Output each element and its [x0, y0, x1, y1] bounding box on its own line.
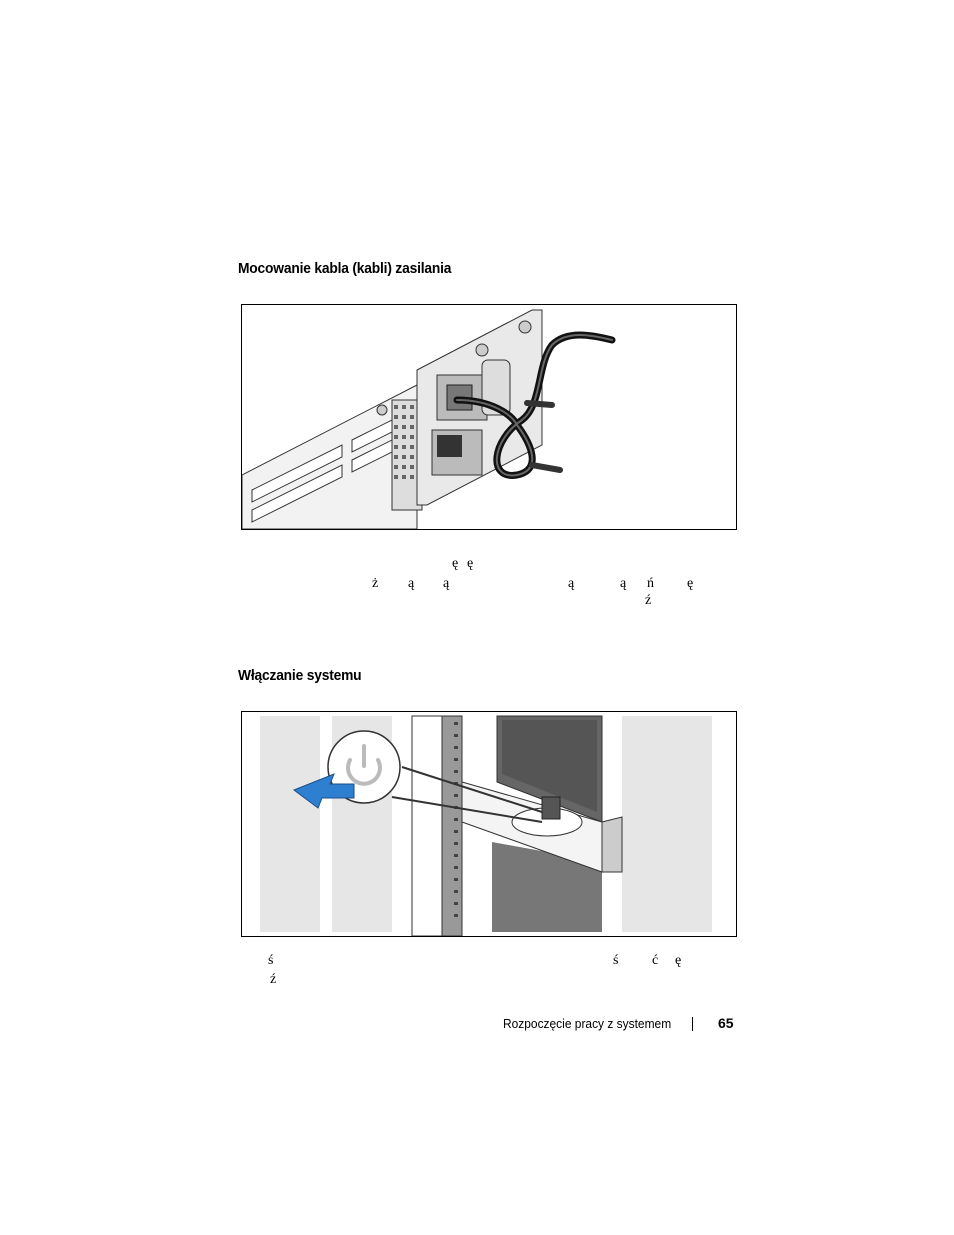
page-number: 65 — [718, 1015, 734, 1031]
paragraph-glyph: ą — [620, 576, 627, 591]
running-title: Rozpoczęcie pracy z systemem — [503, 1016, 672, 1031]
paragraph-glyph: ś — [613, 953, 619, 968]
footer-separator — [692, 1017, 693, 1031]
paragraph-glyph: ć — [652, 953, 659, 968]
section-heading-power-on: Włączanie systemu — [238, 667, 362, 684]
paragraph-glyph: ą — [408, 576, 415, 591]
paragraph-glyph: ź — [645, 593, 652, 608]
paragraph-glyph: ę — [452, 556, 459, 571]
paragraph-glyph: ę — [687, 576, 694, 591]
paragraph-glyph: ń — [647, 576, 654, 591]
paragraph-glyph: ę — [675, 953, 682, 968]
paragraph-glyph: ą — [568, 576, 575, 591]
paragraph-glyph: ę — [467, 556, 474, 571]
power-on-illustration — [242, 712, 736, 936]
paragraph-glyph: ź — [270, 972, 277, 987]
paragraph-glyph: ż — [372, 576, 379, 591]
figure-power-button — [241, 711, 737, 937]
power-cable-illustration — [242, 305, 736, 529]
figure-power-cable-retention — [241, 304, 737, 530]
section-heading-power-cable: Mocowanie kabla (kabli) zasilania — [238, 260, 452, 277]
paragraph-glyph: ą — [443, 576, 450, 591]
paragraph-glyph: ś — [268, 953, 274, 968]
